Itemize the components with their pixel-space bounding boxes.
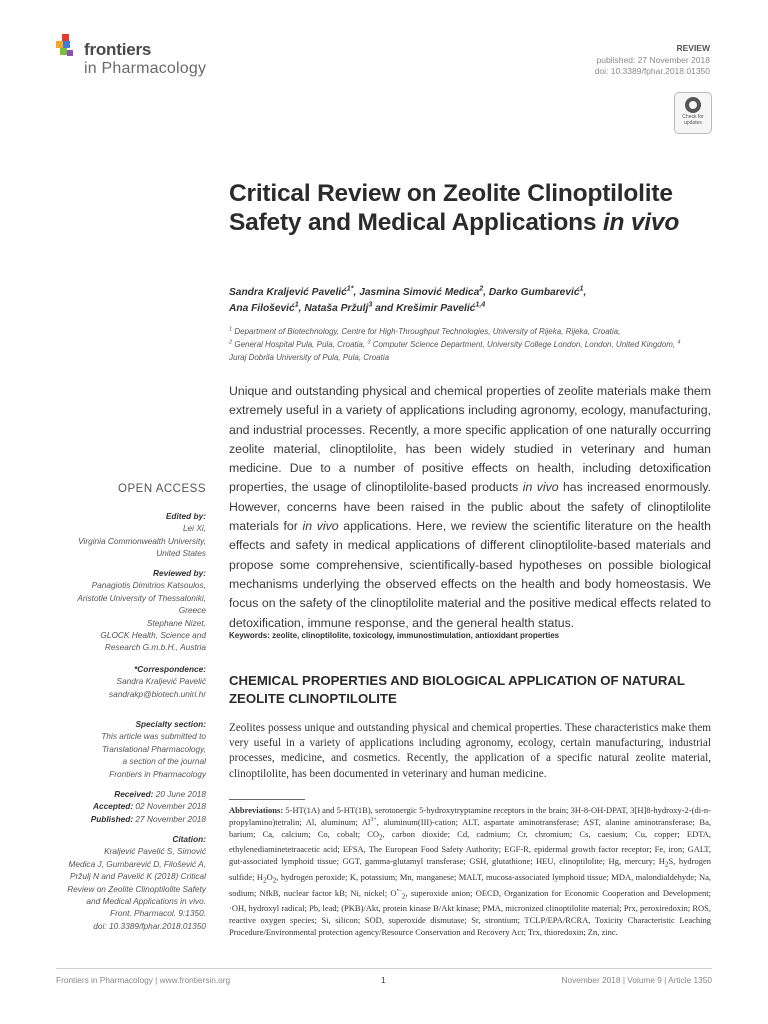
citation-line: Pržulj N and Pavelić K (2018) Critical bbox=[69, 871, 206, 882]
author-affiliation-mark: 2 bbox=[479, 284, 484, 293]
published-date-sidebar: 27 November 2018 bbox=[133, 813, 206, 824]
citation-line: Medica J, Gumbarević D, Filošević A, bbox=[68, 858, 206, 869]
open-access-label: OPEN ACCESS bbox=[118, 483, 206, 495]
accepted-date: 02 November 2018 bbox=[133, 801, 206, 812]
abbrev-sub: 2 bbox=[272, 876, 277, 885]
author-name[interactable]: Sandra Kraljević Pavelić bbox=[229, 287, 347, 298]
logo-block bbox=[56, 41, 63, 48]
affiliation-mark: 4 bbox=[677, 339, 681, 346]
author-name[interactable]: Ana Filošević bbox=[229, 302, 295, 314]
abbrev-text: 5-HT(1A) and 5-HT(1B), serotonergic 5-hydroxytryptamine receptors in the brain; 3H-8-OH-DPAT, 3[H]8-hydroxy-2-(di-n-propylamino)tetralin; Al, aluminum; Al bbox=[229, 805, 711, 827]
reviewer-line: Panagiotis Dimitrios Katsoulos, bbox=[91, 580, 206, 591]
article-type: REVIEW bbox=[676, 43, 710, 53]
header-doi[interactable]: doi: 10.3389/fphar.2018.01350 bbox=[594, 66, 710, 76]
reviewed-by-block bbox=[56, 567, 206, 654]
journal-brand-name: frontiers bbox=[84, 40, 152, 59]
check-updates-icon bbox=[685, 97, 701, 113]
abbrev-sub: 2 bbox=[379, 833, 383, 842]
reviewer-line: Greece bbox=[178, 605, 206, 616]
reviewer-line: Aristotle University of Thessaloniki, bbox=[77, 592, 206, 603]
published-label: Published: bbox=[90, 813, 134, 824]
specialty-line: Translational Pharmacology, bbox=[102, 743, 206, 754]
affiliation-text: Department of Biotechnology, Centre for High-Throughput Technologies, University of Rijeka, Rijeka, Croatia, bbox=[234, 327, 621, 336]
logo-block bbox=[60, 48, 67, 55]
abbrev-sub: 2 bbox=[263, 876, 267, 885]
specialty-line: a section of the journal bbox=[122, 756, 206, 767]
author-list: Sandra Kraljević Pavelić$^{1*}$, Jasmina Simović Medica$^2$, Darko Gumbarević$^1$, Ana Filošević$^1$, Nataša Pržulj$^3$ and Krešimir Pavelić$^{1,4}$ bbox=[229, 284, 587, 314]
author-affiliation-mark: 3 bbox=[368, 300, 373, 309]
footer-journal-link[interactable]: Frontiers in Pharmacology | www.frontiersin.org bbox=[56, 975, 231, 985]
article-title bbox=[229, 180, 689, 237]
author-name[interactable]: Darko Gumbarević bbox=[488, 287, 580, 298]
author-name[interactable]: Jasmina Simović Medica bbox=[359, 287, 480, 298]
received-label: Received: bbox=[114, 789, 154, 799]
frontiers-logo-icon bbox=[56, 34, 80, 62]
citation-line: Review on Zeolite Clinoptilolite Safety bbox=[67, 883, 206, 894]
citation-line: Front. Pharmacol. 9:1350. bbox=[110, 908, 206, 919]
logo-block bbox=[63, 41, 70, 48]
specialty-line: Frontiers in Pharmacology bbox=[109, 768, 206, 779]
affiliation-text: General Hospital Pula, Pula, Croatia, bbox=[234, 340, 366, 349]
title-italic: in vivo bbox=[602, 208, 680, 236]
affiliation-mark: 2 bbox=[229, 339, 233, 346]
abbrev-text: , superoxide anion; OECD, Organization for Economic Cooperation and Development; ·OH, hydroxyl radical; Pb, lead; (PKB)/Akt, protein kinase B/Akt kinase; PMA, micronized clinoptilolite material; Prx, peroxiredoxin; ROS, reactive oxygen species; Si, silicon; SOD, superoxide dismutase; Sr, strontium; TCLP/EPA/RCRA, Toxicity Characteristic Leaching Procedure/Environmental protection agency/Resource Conservation and Recovery Act; Trx, thioredoxin; Zn, zinc. bbox=[229, 887, 711, 937]
check-updates-label: Check for updates bbox=[682, 114, 704, 126]
footer-divider bbox=[56, 968, 712, 969]
page-number: 1 bbox=[381, 975, 386, 985]
abstract bbox=[229, 382, 711, 633]
abbrev-sub: 2 bbox=[402, 892, 406, 901]
keywords: Keywords: zeolite, clinoptilolite, toxicology, immunostimulation, antioxidant properties bbox=[229, 631, 560, 640]
editor-line: Lei Xi, bbox=[182, 523, 206, 534]
received-date: 20 June 2018 bbox=[153, 789, 206, 799]
citation-block bbox=[56, 833, 206, 932]
specialty-section-block bbox=[56, 718, 206, 780]
abbrev-text: , hydrogen peroxide; K, potassium; Mn, manganese; MALT, mucosa-associated lymphoid tissue; MDA, malondialdehyde; Na, sodium; NfkB, nuclear factor kB; Ni, nickel; O bbox=[229, 871, 711, 898]
author-affiliation-mark: 1 bbox=[579, 284, 584, 293]
abbrev-text: , aluminum(III)-cation; ALT, aspartate aminotransferase; AST, alanine aminotransferase; Ba, barium; Ca, calcium; Co, cobalt; CO bbox=[229, 816, 711, 839]
editor-line: Virginia Commonwealth University, bbox=[78, 535, 206, 546]
footer-issue-info: November 2018 | Volume 9 | Article 1350 bbox=[561, 975, 712, 985]
reviewed-by-label: Reviewed by: bbox=[152, 568, 206, 578]
affiliation-text: Juraj Dobrila University of Pula, Pula, Croatia bbox=[229, 353, 390, 362]
abbrev-sup: 3+ bbox=[370, 817, 377, 824]
section-heading: CHEMICAL PROPERTIES AND BIOLOGICAL APPLICATION OF NATURAL ZEOLITE CLINOPTILOLITE bbox=[229, 673, 685, 706]
abbreviations-label: Abbreviations: bbox=[229, 805, 284, 815]
accepted-label: Accepted: bbox=[93, 801, 134, 812]
affiliation-text: Computer Science Department, University College London, London, United Kingdom, bbox=[372, 340, 676, 349]
specialty-line: This article was submitted to bbox=[101, 731, 206, 742]
author-name[interactable]: Nataša Pržulj bbox=[304, 302, 369, 314]
author-name[interactable]: Krešimir Pavelić bbox=[396, 302, 476, 314]
body-paragraph: Zeolites possess unique and outstanding physical and chemical properties. These characteristics make them very useful in a variety of applications including agronomy, ecology, certain manufacturing, industrial processes, medicine, and cosmetics. Recently, the application of a specific natural zeolite material, clinoptilolite, has been documented in veterinary and human medicine. bbox=[229, 722, 711, 780]
abbrev-text: , carbon dioxide; Cd, cadmium; Cr, chromium; Cs, caesium; Cu, copper; EDTA, ethylenediaminetetraacetic acid; EFSA, The European Food Safety Authority; EGF-R, epidermal growth factor receptor; Fe, iron; GALT, gut-associated lymphoid tissue; GGT, gamma-glutamyl transferase; GSH, glutathione; HEU, clinoptilolite; Hg, mercury; H bbox=[229, 828, 711, 867]
citation-label: Citation: bbox=[172, 834, 206, 844]
journal-brand-subtitle: in Pharmacology bbox=[84, 60, 207, 77]
abstract-italic: in vivo bbox=[302, 519, 339, 534]
specialty-label: Specialty section: bbox=[135, 719, 206, 729]
citation-line: Kraljević Pavelić S, Simović bbox=[104, 846, 206, 857]
published-date: published: 27 November 2018 bbox=[596, 55, 710, 65]
abbreviations-footnote bbox=[229, 805, 711, 939]
edited-by-block bbox=[56, 510, 206, 560]
abbrev-sup: •− bbox=[396, 887, 402, 894]
affiliation-mark: 3 bbox=[367, 339, 371, 346]
logo-block bbox=[62, 34, 69, 41]
affiliations bbox=[229, 325, 699, 364]
correspondence-email[interactable]: sandrakp@biotech.uniri.hr bbox=[109, 688, 206, 699]
reviewer-line: GLOCK Health, Science and bbox=[100, 630, 206, 641]
check-for-updates-badge[interactable] bbox=[674, 92, 712, 134]
edited-by-label: Edited by: bbox=[165, 511, 206, 521]
abstract-italic: in vivo bbox=[522, 480, 559, 495]
logo-block bbox=[67, 50, 73, 56]
dates-block bbox=[56, 788, 206, 825]
footnote-divider bbox=[229, 799, 305, 800]
author-affiliation-mark: 1,4 bbox=[475, 300, 486, 309]
reviewer-line: Stephane Nizet, bbox=[146, 617, 206, 628]
editor-line: United States bbox=[156, 548, 206, 559]
abstract-text: Unique and outstanding physical and chemical properties of zeolite materials make them extremely useful in a variety of applications including agronomy, ecology, manufacturing, and industrial processes. Recently, a more specific application of one naturally occurring zeolite material, clinoptilolite, has been widely studied in veterinary and human medicine. Due to a number of positive effects on health, including detoxification properties, the usage of clinoptilolite-based products bbox=[229, 384, 711, 495]
correspondence-label: *Correspondence: bbox=[134, 664, 206, 674]
citation-line: and Medical Applications in vivo. bbox=[86, 896, 206, 907]
abbrev-text: S, hydrogen sulfide; H bbox=[229, 856, 711, 882]
citation-doi[interactable]: doi: 10.3389/fphar.2018.01350 bbox=[93, 920, 206, 931]
abbrev-text: O bbox=[266, 871, 273, 882]
abstract-text: has increased enormously. However, concerns have been raised in the public about the safety of clinoptilolite materials for bbox=[229, 480, 711, 534]
reviewer-line: Research G.m.b.H., Austria bbox=[104, 642, 206, 653]
title-main: Critical Review on Zeolite Clinoptilolite Safety and Medical Applications bbox=[229, 180, 673, 236]
abstract-text: applications. Here, we review the scientific literature on the health effects and safety in medical applications of different clinoptilolite-based materials and propose some comprehensive, scientifically-based hypotheses on possible biological mechanisms underlying the observed effects on the health and body homeostasis. We focus on the safety of the clinoptilolite material and the positive medical effects related to detoxification, immune response, and the general health status. bbox=[229, 519, 711, 630]
correspondence-name: Sandra Kraljević Pavelić bbox=[116, 676, 206, 687]
author-affiliation-mark: 1 bbox=[294, 300, 299, 309]
affiliation-mark: 1 bbox=[229, 326, 233, 333]
correspondence-block bbox=[56, 663, 206, 700]
abbrev-sub: 2 bbox=[664, 861, 669, 869]
author-affiliation-mark: 1* bbox=[346, 284, 354, 293]
